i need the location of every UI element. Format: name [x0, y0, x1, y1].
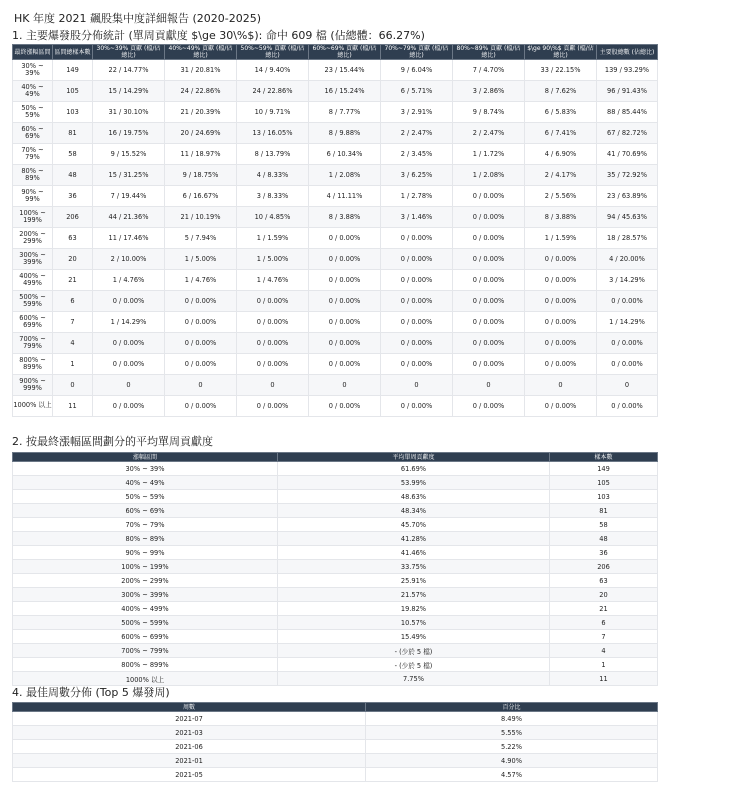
- table-cell: 15 / 14.29%: [93, 81, 165, 102]
- row-label-cell: 400% ~ 499%: [13, 602, 278, 616]
- report-title: HK 年度 2021 飆股集中度詳細報告 (2020-2025): [14, 12, 262, 25]
- table-cell: 1 / 2.08%: [453, 165, 525, 186]
- column-header: 區間總樣本數: [53, 45, 93, 60]
- table-cell: 105: [53, 81, 93, 102]
- table-cell: 7 / 4.70%: [453, 60, 525, 81]
- table-cell: 63: [550, 574, 658, 588]
- table-cell: 6 / 5.71%: [381, 81, 453, 102]
- table-cell: 8 / 3.88%: [309, 207, 381, 228]
- table-row: [13, 354, 658, 375]
- column-header: 80%~89% 貢獻 (檔/佔總比): [453, 45, 525, 60]
- table-row: [13, 270, 658, 291]
- table-cell: 16 / 15.24%: [309, 81, 381, 102]
- row-label-cell: 600% ~ 699%: [13, 312, 53, 333]
- table-cell: 81: [550, 504, 658, 518]
- table-row: [13, 186, 658, 207]
- table-cell: 44 / 21.36%: [93, 207, 165, 228]
- table-row: [13, 658, 658, 672]
- table-cell: 0 / 0.00%: [525, 333, 597, 354]
- table-cell: 0 / 0.00%: [237, 396, 309, 417]
- table-cell: 21 / 20.39%: [165, 102, 237, 123]
- table-cell: 31 / 20.81%: [165, 60, 237, 81]
- table-cell: 0: [165, 375, 237, 396]
- table-row: [13, 249, 658, 270]
- table-cell: 33 / 22.15%: [525, 60, 597, 81]
- table-cell: - (少於 5 檔): [278, 658, 550, 672]
- table-cell: 0 / 0.00%: [453, 207, 525, 228]
- row-label-cell: 40% ~ 49%: [13, 476, 278, 490]
- table-cell: 0 / 0.00%: [525, 396, 597, 417]
- row-label-cell: 50% ~ 59%: [13, 102, 53, 123]
- table-header-row: [13, 453, 658, 462]
- table-cell: 0: [453, 375, 525, 396]
- table-cell: 103: [53, 102, 93, 123]
- table-cell: 9 / 6.04%: [381, 60, 453, 81]
- table-cell: 103: [550, 490, 658, 504]
- row-label-cell: 30% ~ 39%: [13, 462, 278, 476]
- table-cell: 1 / 5.00%: [165, 249, 237, 270]
- table-cell: 9 / 18.75%: [165, 165, 237, 186]
- table-cell: 2 / 4.17%: [525, 165, 597, 186]
- table-cell: 206: [550, 560, 658, 574]
- table-cell: 25.91%: [278, 574, 550, 588]
- table-cell: 10 / 4.85%: [237, 207, 309, 228]
- table-cell: 0 / 0.00%: [309, 270, 381, 291]
- table-cell: 0 / 0.00%: [381, 312, 453, 333]
- table-cell: 4 / 11.11%: [309, 186, 381, 207]
- row-label-cell: 70% ~ 79%: [13, 518, 278, 532]
- table-cell: 9 / 15.52%: [93, 144, 165, 165]
- table-cell: 0 / 0.00%: [309, 333, 381, 354]
- table-cell: 1 / 2.78%: [381, 186, 453, 207]
- table-cell: 7: [550, 630, 658, 644]
- table-cell: 1 / 5.00%: [237, 249, 309, 270]
- table-cell: 21 / 10.19%: [165, 207, 237, 228]
- table-cell: 16 / 19.75%: [93, 123, 165, 144]
- table-cell: 6 / 16.67%: [165, 186, 237, 207]
- column-header: 最終漲幅區間: [13, 45, 53, 60]
- row-label-cell: 2021-07: [13, 712, 366, 726]
- table-cell: 6 / 5.83%: [525, 102, 597, 123]
- section-1-title: 1. 主要爆發股分佈統計 (單周貢獻度 $\ge 30\%$): 命中 609 檔 (佔總體：66.27%): [12, 29, 425, 42]
- table-row: [13, 532, 658, 546]
- table-row: [13, 312, 658, 333]
- table-row: [13, 574, 658, 588]
- section-4-title: 4. 最佳周數分佈 (Top 5 爆發周): [12, 686, 170, 699]
- top-weeks-table: [12, 702, 658, 782]
- table-header-row: [13, 703, 658, 712]
- table-cell: 58: [550, 518, 658, 532]
- breakout-distribution-table: [12, 44, 658, 417]
- table-cell: 24 / 22.86%: [237, 81, 309, 102]
- table-cell: 1: [53, 354, 93, 375]
- table-cell: 1 / 14.29%: [597, 312, 658, 333]
- row-label-cell: 40% ~ 49%: [13, 81, 53, 102]
- column-header: 樣本數: [550, 453, 658, 462]
- table-cell: 6: [550, 616, 658, 630]
- table-row: [13, 616, 658, 630]
- table-cell: 18 / 28.57%: [597, 228, 658, 249]
- table-cell: 33.75%: [278, 560, 550, 574]
- table-cell: 149: [550, 462, 658, 476]
- row-label-cell: 400% ~ 499%: [13, 270, 53, 291]
- column-header: $\ge 90\%$ 貢獻 (檔/佔總比): [525, 45, 597, 60]
- table-cell: 2 / 2.47%: [453, 123, 525, 144]
- row-label-cell: 30% ~ 39%: [13, 60, 53, 81]
- table-row: [13, 228, 658, 249]
- table-cell: 48: [53, 165, 93, 186]
- table-cell: 41.28%: [278, 532, 550, 546]
- table-cell: 0 / 0.00%: [309, 354, 381, 375]
- table-cell: 0: [597, 375, 658, 396]
- table-cell: 22 / 14.77%: [93, 60, 165, 81]
- table-cell: 8 / 3.88%: [525, 207, 597, 228]
- table-cell: 0 / 0.00%: [453, 312, 525, 333]
- table-cell: 2 / 2.47%: [381, 123, 453, 144]
- table-cell: 3 / 2.91%: [381, 102, 453, 123]
- row-label-cell: 60% ~ 69%: [13, 123, 53, 144]
- table-row: [13, 588, 658, 602]
- table-cell: 36: [53, 186, 93, 207]
- table-cell: 23 / 63.89%: [597, 186, 658, 207]
- table-row: [13, 333, 658, 354]
- table-cell: 24 / 22.86%: [165, 81, 237, 102]
- row-label-cell: 600% ~ 699%: [13, 630, 278, 644]
- table-row: [13, 490, 658, 504]
- table-cell: 0 / 0.00%: [165, 312, 237, 333]
- table-row: [13, 546, 658, 560]
- table-cell: 5.22%: [366, 740, 658, 754]
- table-cell: 1 / 4.76%: [237, 270, 309, 291]
- column-header: 主要股總數 (佔總比): [597, 45, 658, 60]
- table-cell: 0 / 0.00%: [381, 396, 453, 417]
- table-header-row: [13, 45, 658, 60]
- row-label-cell: 60% ~ 69%: [13, 504, 278, 518]
- table-cell: 0 / 0.00%: [165, 291, 237, 312]
- table-cell: 21: [53, 270, 93, 291]
- table-cell: 48.34%: [278, 504, 550, 518]
- table-cell: 0 / 0.00%: [381, 354, 453, 375]
- table-cell: 4.57%: [366, 768, 658, 782]
- column-header: 百分比: [366, 703, 658, 712]
- table-row: [13, 375, 658, 396]
- table-cell: 0 / 0.00%: [525, 270, 597, 291]
- table-cell: 0: [93, 375, 165, 396]
- table-cell: 1 / 2.08%: [309, 165, 381, 186]
- table-cell: 7: [53, 312, 93, 333]
- row-label-cell: 2021-05: [13, 768, 366, 782]
- table-cell: 4 / 20.00%: [597, 249, 658, 270]
- table-cell: 0: [309, 375, 381, 396]
- row-label-cell: 300% ~ 399%: [13, 249, 53, 270]
- table-cell: 0 / 0.00%: [237, 333, 309, 354]
- table-row: [13, 726, 658, 740]
- table-cell: 0: [53, 375, 93, 396]
- row-label-cell: 2021-03: [13, 726, 366, 740]
- row-label-cell: 2021-06: [13, 740, 366, 754]
- row-label-cell: 800% ~ 899%: [13, 658, 278, 672]
- row-label-cell: 800% ~ 899%: [13, 354, 53, 375]
- table-cell: - (少於 5 檔): [278, 644, 550, 658]
- table-cell: 3 / 2.86%: [453, 81, 525, 102]
- row-label-cell: 80% ~ 89%: [13, 165, 53, 186]
- table-cell: 1 / 1.59%: [237, 228, 309, 249]
- table-cell: 0 / 0.00%: [381, 270, 453, 291]
- table-cell: 8 / 9.88%: [309, 123, 381, 144]
- table-cell: 0 / 0.00%: [525, 249, 597, 270]
- table-cell: 8 / 13.79%: [237, 144, 309, 165]
- table-cell: 0 / 0.00%: [597, 333, 658, 354]
- table-cell: 63: [53, 228, 93, 249]
- table-cell: 1 / 1.72%: [453, 144, 525, 165]
- table-cell: 10 / 9.71%: [237, 102, 309, 123]
- table-cell: 14 / 9.40%: [237, 60, 309, 81]
- row-label-cell: 500% ~ 599%: [13, 616, 278, 630]
- table-cell: 149: [53, 60, 93, 81]
- table-row: [13, 768, 658, 782]
- table-cell: 21.57%: [278, 588, 550, 602]
- table-cell: 4: [53, 333, 93, 354]
- row-label-cell: 300% ~ 399%: [13, 588, 278, 602]
- row-label-cell: 50% ~ 59%: [13, 490, 278, 504]
- table-cell: 48.63%: [278, 490, 550, 504]
- table-cell: 0: [237, 375, 309, 396]
- table-cell: 1 / 1.59%: [525, 228, 597, 249]
- table-cell: 53.99%: [278, 476, 550, 490]
- table-cell: 3 / 6.25%: [381, 165, 453, 186]
- table-cell: 8 / 7.77%: [309, 102, 381, 123]
- table-cell: 19.82%: [278, 602, 550, 616]
- row-label-cell: 90% ~ 99%: [13, 546, 278, 560]
- table-cell: 0 / 0.00%: [309, 228, 381, 249]
- table-cell: 4 / 6.90%: [525, 144, 597, 165]
- table-cell: 8 / 7.62%: [525, 81, 597, 102]
- table-cell: 2 / 5.56%: [525, 186, 597, 207]
- table-cell: 20 / 24.69%: [165, 123, 237, 144]
- row-label-cell: 1000% 以上: [13, 672, 278, 686]
- table-cell: 23 / 15.44%: [309, 60, 381, 81]
- table-row: [13, 165, 658, 186]
- table-cell: 0 / 0.00%: [237, 312, 309, 333]
- row-label-cell: 200% ~ 299%: [13, 228, 53, 249]
- column-header: 70%~79% 貢獻 (檔/佔總比): [381, 45, 453, 60]
- table-row: [13, 81, 658, 102]
- row-label-cell: 700% ~ 799%: [13, 333, 53, 354]
- column-header: 30%~39% 貢獻 (檔/佔總比): [93, 45, 165, 60]
- table-row: [13, 644, 658, 658]
- table-row: [13, 462, 658, 476]
- column-header: 50%~59% 貢獻 (檔/佔總比): [237, 45, 309, 60]
- row-label-cell: 700% ~ 799%: [13, 644, 278, 658]
- table-cell: 0 / 0.00%: [93, 396, 165, 417]
- table-row: [13, 630, 658, 644]
- table-row: [13, 712, 658, 726]
- table-cell: 2 / 10.00%: [93, 249, 165, 270]
- table-cell: 0 / 0.00%: [309, 249, 381, 270]
- table-cell: 41 / 70.69%: [597, 144, 658, 165]
- row-label-cell: 900% ~ 999%: [13, 375, 53, 396]
- table-cell: 7 / 19.44%: [93, 186, 165, 207]
- table-cell: 48: [550, 532, 658, 546]
- row-label-cell: 500% ~ 599%: [13, 291, 53, 312]
- table-cell: 0 / 0.00%: [165, 354, 237, 375]
- table-cell: 3 / 8.33%: [237, 186, 309, 207]
- table-cell: 11: [53, 396, 93, 417]
- table-cell: 1 / 14.29%: [93, 312, 165, 333]
- table-cell: 1: [550, 658, 658, 672]
- table-cell: 67 / 82.72%: [597, 123, 658, 144]
- table-cell: 0 / 0.00%: [381, 228, 453, 249]
- table-cell: 0 / 0.00%: [597, 354, 658, 375]
- table-cell: 10.57%: [278, 616, 550, 630]
- table-cell: 4 / 8.33%: [237, 165, 309, 186]
- table-cell: 0 / 0.00%: [237, 354, 309, 375]
- table-cell: 96 / 91.43%: [597, 81, 658, 102]
- table-cell: 0: [525, 375, 597, 396]
- table-cell: 4: [550, 644, 658, 658]
- table-cell: 2 / 3.45%: [381, 144, 453, 165]
- table-row: [13, 291, 658, 312]
- table-cell: 11 / 18.97%: [165, 144, 237, 165]
- table-cell: 0 / 0.00%: [93, 291, 165, 312]
- table-cell: 0 / 0.00%: [453, 333, 525, 354]
- table-cell: 61.69%: [278, 462, 550, 476]
- column-header: 平均單周貢獻度: [278, 453, 550, 462]
- table-cell: 0 / 0.00%: [93, 333, 165, 354]
- column-header: 漲幅區間: [13, 453, 278, 462]
- table-row: [13, 518, 658, 532]
- table-cell: 139 / 93.29%: [597, 60, 658, 81]
- table-cell: 0 / 0.00%: [453, 186, 525, 207]
- table-cell: 15.49%: [278, 630, 550, 644]
- table-cell: 20: [550, 588, 658, 602]
- table-cell: 1 / 4.76%: [93, 270, 165, 291]
- table-row: [13, 60, 658, 81]
- column-header: 40%~49% 貢獻 (檔/佔總比): [165, 45, 237, 60]
- table-cell: 3 / 14.29%: [597, 270, 658, 291]
- table-cell: 7.75%: [278, 672, 550, 686]
- table-cell: 15 / 31.25%: [93, 165, 165, 186]
- row-label-cell: 1000% 以上: [13, 396, 53, 417]
- table-row: [13, 504, 658, 518]
- table-cell: 0 / 0.00%: [525, 312, 597, 333]
- table-cell: 20: [53, 249, 93, 270]
- column-header: 周數: [13, 703, 366, 712]
- column-header: 60%~69% 貢獻 (檔/佔總比): [309, 45, 381, 60]
- table-cell: 0 / 0.00%: [525, 291, 597, 312]
- table-cell: 13 / 16.05%: [237, 123, 309, 144]
- table-cell: 1 / 4.76%: [165, 270, 237, 291]
- table-row: [13, 476, 658, 490]
- table-row: [13, 740, 658, 754]
- table-row: [13, 754, 658, 768]
- table-cell: 0 / 0.00%: [597, 291, 658, 312]
- table-cell: 41.46%: [278, 546, 550, 560]
- table-cell: 0 / 0.00%: [93, 354, 165, 375]
- row-label-cell: 100% ~ 199%: [13, 207, 53, 228]
- table-cell: 11: [550, 672, 658, 686]
- row-label-cell: 80% ~ 89%: [13, 532, 278, 546]
- row-label-cell: 100% ~ 199%: [13, 560, 278, 574]
- table-cell: 105: [550, 476, 658, 490]
- table-cell: 0 / 0.00%: [525, 354, 597, 375]
- row-label-cell: 70% ~ 79%: [13, 144, 53, 165]
- table-cell: 45.70%: [278, 518, 550, 532]
- table-row: [13, 207, 658, 228]
- table-cell: 8.49%: [366, 712, 658, 726]
- table-cell: 0 / 0.00%: [381, 249, 453, 270]
- table-cell: 4.90%: [366, 754, 658, 768]
- table-cell: 0 / 0.00%: [453, 396, 525, 417]
- table-row: [13, 144, 658, 165]
- table-cell: 0 / 0.00%: [309, 291, 381, 312]
- table-cell: 0 / 0.00%: [453, 354, 525, 375]
- table-cell: 0 / 0.00%: [309, 312, 381, 333]
- table-cell: 0 / 0.00%: [309, 396, 381, 417]
- table-row: [13, 602, 658, 616]
- table-cell: 0 / 0.00%: [381, 333, 453, 354]
- table-cell: 36: [550, 546, 658, 560]
- table-cell: 9 / 8.74%: [453, 102, 525, 123]
- table-cell: 5 / 7.94%: [165, 228, 237, 249]
- table-cell: 94 / 45.63%: [597, 207, 658, 228]
- table-cell: 0 / 0.00%: [453, 249, 525, 270]
- table-cell: 206: [53, 207, 93, 228]
- row-label-cell: 2021-01: [13, 754, 366, 768]
- table-row: [13, 123, 658, 144]
- section-2-title: 2. 按最終漲幅區間劃分的平均單周貢獻度: [12, 435, 213, 448]
- table-cell: 0: [381, 375, 453, 396]
- table-row: [13, 102, 658, 123]
- table-cell: 11 / 17.46%: [93, 228, 165, 249]
- row-label-cell: 200% ~ 299%: [13, 574, 278, 588]
- table-cell: 0 / 0.00%: [165, 396, 237, 417]
- table-cell: 0 / 0.00%: [453, 228, 525, 249]
- table-cell: 21: [550, 602, 658, 616]
- table-row: [13, 560, 658, 574]
- table-cell: 0 / 0.00%: [165, 333, 237, 354]
- row-label-cell: 90% ~ 99%: [13, 186, 53, 207]
- table-cell: 6 / 7.41%: [525, 123, 597, 144]
- table-cell: 35 / 72.92%: [597, 165, 658, 186]
- table-cell: 88 / 85.44%: [597, 102, 658, 123]
- table-cell: 6 / 10.34%: [309, 144, 381, 165]
- table-cell: 0 / 0.00%: [597, 396, 658, 417]
- table-cell: 31 / 30.10%: [93, 102, 165, 123]
- avg-contribution-table: [12, 452, 658, 686]
- table-cell: 6: [53, 291, 93, 312]
- table-cell: 0 / 0.00%: [453, 270, 525, 291]
- table-cell: 5.55%: [366, 726, 658, 740]
- table-cell: 3 / 1.46%: [381, 207, 453, 228]
- table-cell: 0 / 0.00%: [453, 291, 525, 312]
- table-row: [13, 396, 658, 417]
- table-cell: 0 / 0.00%: [381, 291, 453, 312]
- table-cell: 58: [53, 144, 93, 165]
- table-cell: 0 / 0.00%: [237, 291, 309, 312]
- table-cell: 81: [53, 123, 93, 144]
